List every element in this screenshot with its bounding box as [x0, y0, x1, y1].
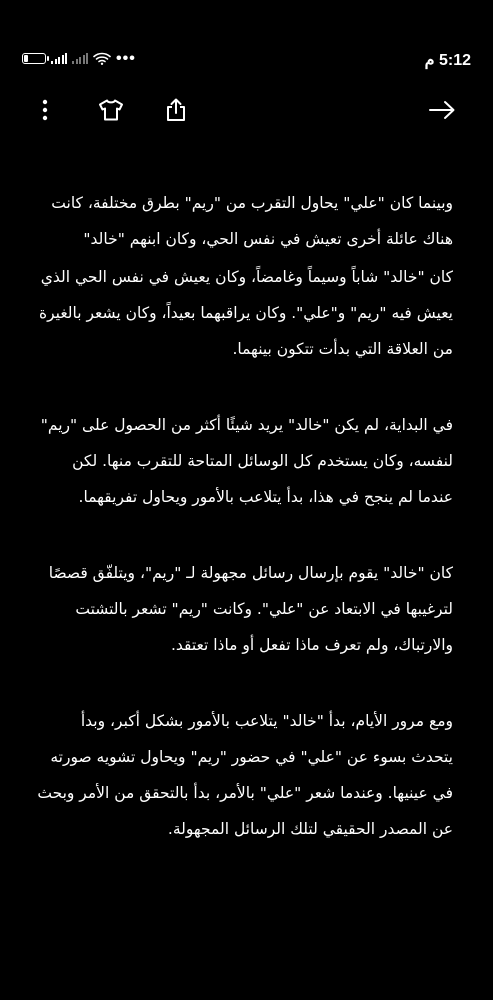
tshirt-icon	[98, 99, 124, 121]
status-time: 5:12 م	[424, 52, 471, 69]
status-bar	[0, 0, 493, 69]
story-paragraph: كان "خالد" يقوم بإرسال رسائل مجهولة لـ "ريم"، ويتلفّق قصصًا لترغيبها في الابتعاد عن "علي". وكانت "ريم" تشعر بالتشتت والارتباك، ولم تعرف ماذا تفعل أو ماذا تعتقد.	[48, 564, 453, 654]
reader-toolbar	[0, 90, 493, 130]
more-options-button[interactable]	[31, 96, 59, 124]
share-icon	[165, 98, 187, 122]
story-paragraph: كان "خالد" شاباً وسيماً وغامضاً، وكان يعيش في نفس الحي الذي يعيش فيه "ريم" و"علي". وكان يراقبهما بعيداً، وكان يشعر بالغيرة من العلاقة التي بدأت تتكون بينهما.	[38, 268, 453, 358]
more-status-indicator: •••	[116, 49, 136, 67]
theme-button[interactable]	[97, 96, 125, 124]
battery-icon	[22, 53, 46, 64]
battery-percentage: 21	[28, 53, 39, 63]
signal-icon-secondary	[72, 53, 88, 64]
status-icons	[22, 49, 136, 67]
story-paragraph: وبينما كان "علي" يحاول التقرب من "ريم" بطرق مختلفة، كانت هناك عائلة أخرى تعيش في نفس الحي، وكان ابنهم "خالد"	[51, 194, 453, 248]
more-vert-icon	[42, 99, 48, 121]
story-content	[36, 185, 453, 847]
story-paragraph: في البداية، لم يكن "خالد" يريد شيئًا أكثر من الحصول على "ريم" لنفسه، وكان يستخدم كل الوسائل المتاحة للتقرب منها. لكن عندما لم ينجح في هذا، بدأ يتلاعب بالأمور ويحاول تفريقهما.	[40, 416, 453, 506]
signal-icon	[51, 53, 67, 64]
arrow-forward-icon	[428, 100, 456, 120]
wifi-icon	[93, 52, 111, 65]
share-button[interactable]	[162, 96, 190, 124]
story-paragraph: ومع مرور الأيام، بدأ "خالد" يتلاعب بالأمور بشكل أكبر، وبدأ يتحدث بسوء عن "علي" في حضور "ريم" ويحاول تشويه صورته في عينيها. وعندما شعر "علي" بالأمر، بدأ بالتحقق من الأمر وبحث عن المصدر الحقيقي لتلك الرسائل المجهولة.	[37, 712, 453, 838]
forward-button[interactable]	[428, 96, 456, 124]
